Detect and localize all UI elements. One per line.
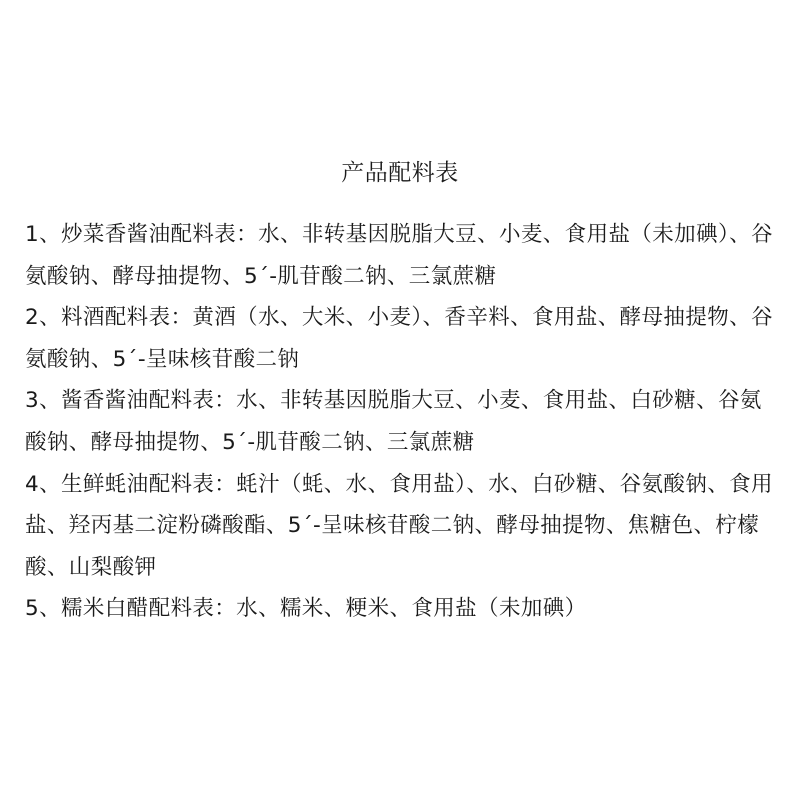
- ingredient-item-oyster-sauce: 4、生鲜蚝油配料表：蚝汁（蚝、水、食用盐）、水、白砂糖、谷氨酸钠、食用盐、羟丙基二淀粉磷酸酯、5´-呈味核苷酸二钠、酵母抽提物、焦糖色、柠檬酸、山梨酸钾: [25, 471, 773, 580]
- ingredient-item-rice-vinegar: 5、糯米白醋配料表：水、糯米、粳米、食用盐（未加碘）: [25, 596, 587, 622]
- ingredient-item-cooking-wine: 2、料酒配料表：黄酒（水、大米、小麦）、香辛料、食用盐、酵母抽提物、谷氨酸钠、5´-呈味核苷酸二钠: [25, 305, 773, 372]
- page-title: 产品配料表: [341, 160, 459, 186]
- ingredient-item-soy-sauce: 1、炒菜香酱油配料表：水、非转基因脱脂大豆、小麦、食用盐（未加碘）、谷氨酸钠、酵母抽提物、5´-肌苷酸二钠、三氯蔗糖: [25, 222, 773, 289]
- ingredient-item-aromatic-soy-sauce: 3、酱香酱油配料表：水、非转基因脱脂大豆、小麦、食用盐、白砂糖、谷氨酸钠、酵母抽提物、5´-肌苷酸二钠、三氯蔗糖: [25, 388, 762, 455]
- ingredient-list: [25, 214, 780, 630]
